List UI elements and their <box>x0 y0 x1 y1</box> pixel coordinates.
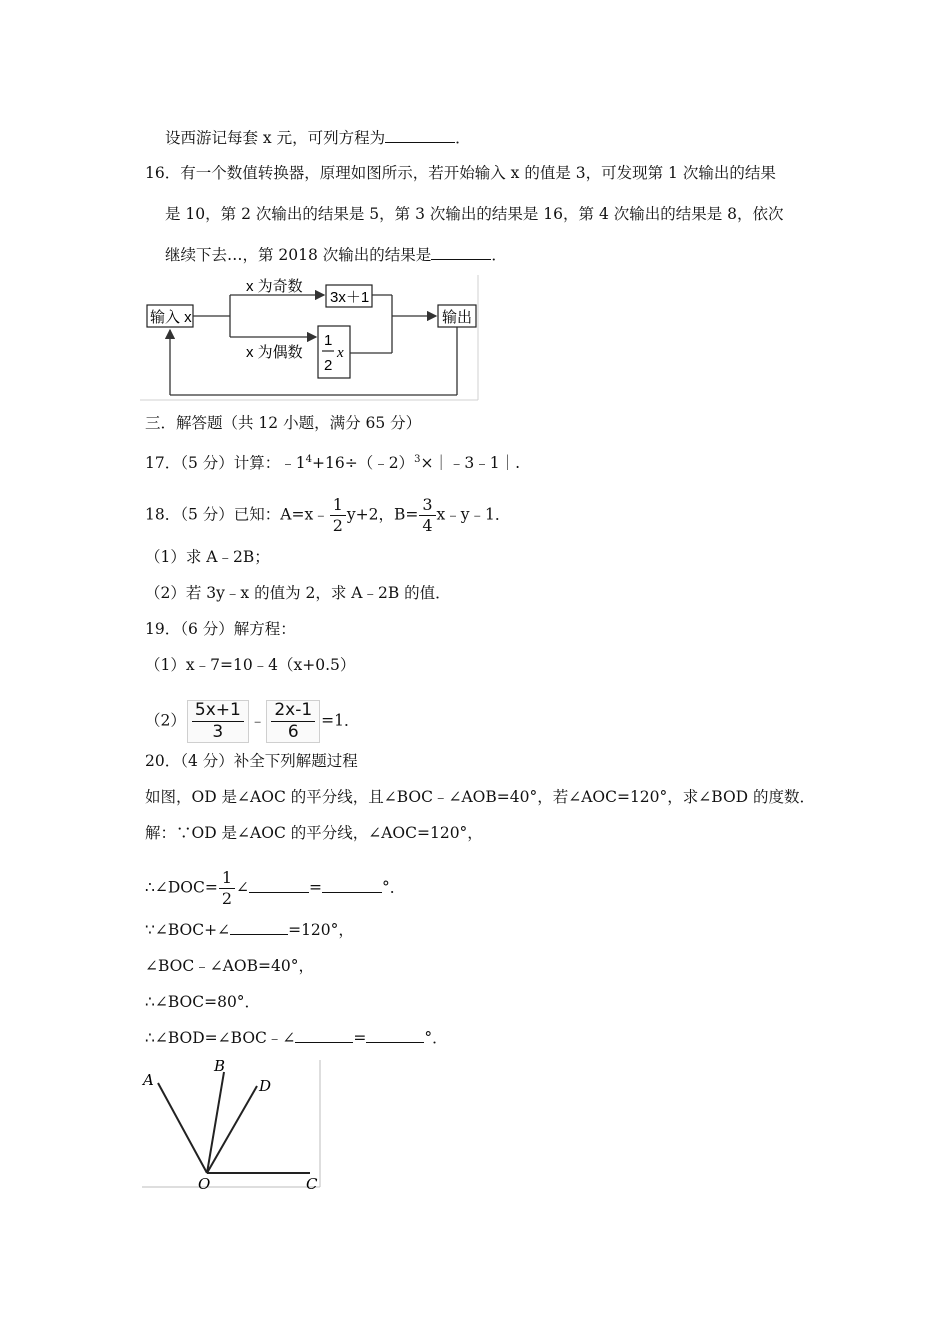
q20-step-1 <box>145 870 405 907</box>
step1-frac-num: 1 <box>219 870 235 889</box>
p16-line-2: 是 10，第 2 次输出的结果是 5，第 3 次输出的结果是 16，第 4 次输出的结果是 8，依次 <box>165 205 784 223</box>
step2-a: ∵∠BOC+∠ <box>145 921 231 939</box>
q20-step-4: ∴∠BOC=80°． <box>145 993 261 1011</box>
angle-figure <box>140 1055 325 1195</box>
q20-step-5 <box>145 1028 448 1048</box>
q19-sub-1: （1）x﹣7=10﹣4（x+0.5） <box>145 656 356 674</box>
q18-frac1-num: 1 <box>330 497 346 516</box>
q19-frac1-num: 5x+1 <box>192 702 244 722</box>
odd-op: 3x＋1 <box>330 289 370 306</box>
p15-text: 设西游记每套 x 元，可列方程为 <box>165 129 386 147</box>
q18-part-b: y+2，B= <box>346 505 419 524</box>
q19-frac2-den: 6 <box>287 722 299 742</box>
q18-sub-1: （1）求 A﹣2B； <box>145 548 270 566</box>
q17-line <box>145 450 520 473</box>
q19-frac1-den: 3 <box>212 722 224 742</box>
p16-line-1: 16．有一个数值转换器，原理如图所示，若开始输入 x 的值是 3，可发现第 1 次输出的结果 <box>145 164 776 182</box>
q20-step-3: ∠BOC﹣∠AOB=40°， <box>145 957 314 975</box>
q19-sub-2-prefix: （2） <box>145 711 186 730</box>
step1-c: = <box>309 878 323 897</box>
p15-line <box>165 128 471 148</box>
even-var: x <box>337 345 344 361</box>
answer-blank <box>322 878 382 893</box>
converter-flowchart <box>140 275 485 405</box>
q17-exp-2: 3 <box>414 454 421 465</box>
q18-frac2-num: 3 <box>419 497 435 516</box>
q18-fraction-2 <box>419 497 435 534</box>
q20-problem: 如图，OD 是∠AOC 的平分线，且∠BOC﹣∠AOB=40°，若∠AOC=120°，求∠BOD 的度数． <box>145 788 816 806</box>
step1-frac-den: 2 <box>221 889 233 908</box>
q17-exp-1: 4 <box>305 454 312 465</box>
q20-solution-start: 解：∵OD 是∠AOC 的平分线，∠AOC=120°， <box>145 824 483 842</box>
period: ． <box>455 129 471 147</box>
q18-part-a: 18．（5 分）已知：A=x﹣ <box>145 505 329 524</box>
q19-minus: ﹣ <box>249 711 266 730</box>
q19-sub-2 <box>145 700 360 743</box>
step1-d: °． <box>382 878 406 897</box>
q18-fraction-1 <box>330 497 346 534</box>
output-label: 输出 <box>442 309 473 326</box>
answer-blank <box>249 878 309 893</box>
answer-blank <box>295 1028 353 1043</box>
q18-part-c: x﹣y﹣1． <box>436 505 511 524</box>
label-O: O <box>198 1175 211 1193</box>
label-B: B <box>214 1057 226 1075</box>
q18-frac1-den: 2 <box>332 516 343 535</box>
even-num: 1 <box>324 332 333 349</box>
even-condition: x 为偶数 <box>246 344 303 361</box>
q18-line <box>145 497 510 534</box>
answer-blank <box>230 920 288 935</box>
q18-sub-2: （2）若 3y﹣x 的值为 2，求 A﹣2B 的值． <box>145 584 451 602</box>
step1-a: ∴∠DOC= <box>145 878 218 897</box>
q20-step-2 <box>145 920 354 940</box>
q19-equals: =1． <box>321 711 360 730</box>
q19-fraction-1 <box>187 700 249 743</box>
q20-heading: 20．（4 分）补全下列解题过程 <box>145 752 358 770</box>
even-op-box <box>318 326 350 378</box>
q19-fraction-2 <box>266 700 320 743</box>
step5-c: °． <box>424 1029 448 1047</box>
q17-part-b: +16÷（﹣2） <box>312 454 415 473</box>
q17-part-a: 17．（5 分）计算：﹣1 <box>145 454 306 473</box>
answer-blank <box>431 245 491 260</box>
q18-frac2-den: 4 <box>422 516 433 535</box>
q19-frac2-num: 2x-1 <box>271 702 315 722</box>
p16-text: 继续下去…，第 2018 次输出的结果是 <box>165 246 432 264</box>
period: ． <box>491 246 507 264</box>
step5-b: = <box>353 1029 367 1047</box>
step1-fraction <box>219 870 235 907</box>
input-label: 输入 x <box>150 309 192 326</box>
label-D: D <box>259 1077 272 1095</box>
label-C: C <box>306 1175 318 1193</box>
step1-b: ∠ <box>236 878 250 897</box>
step5-a: ∴∠BOD=∠BOC﹣∠ <box>145 1029 296 1047</box>
ray-OA <box>158 1083 207 1173</box>
odd-condition: x 为奇数 <box>246 278 303 295</box>
section-3-heading: 三．解答题（共 12 小题，满分 65 分） <box>145 414 422 432</box>
step2-b: =120°， <box>288 921 354 939</box>
q19-heading: 19．（6 分）解方程： <box>145 620 296 638</box>
q17-part-c: ×｜﹣3﹣1｜. <box>420 454 521 473</box>
even-den: 2 <box>324 357 333 374</box>
answer-blank <box>366 1028 424 1043</box>
p16-line-3 <box>165 245 507 265</box>
answer-blank <box>385 128 455 143</box>
label-A: A <box>143 1071 154 1089</box>
